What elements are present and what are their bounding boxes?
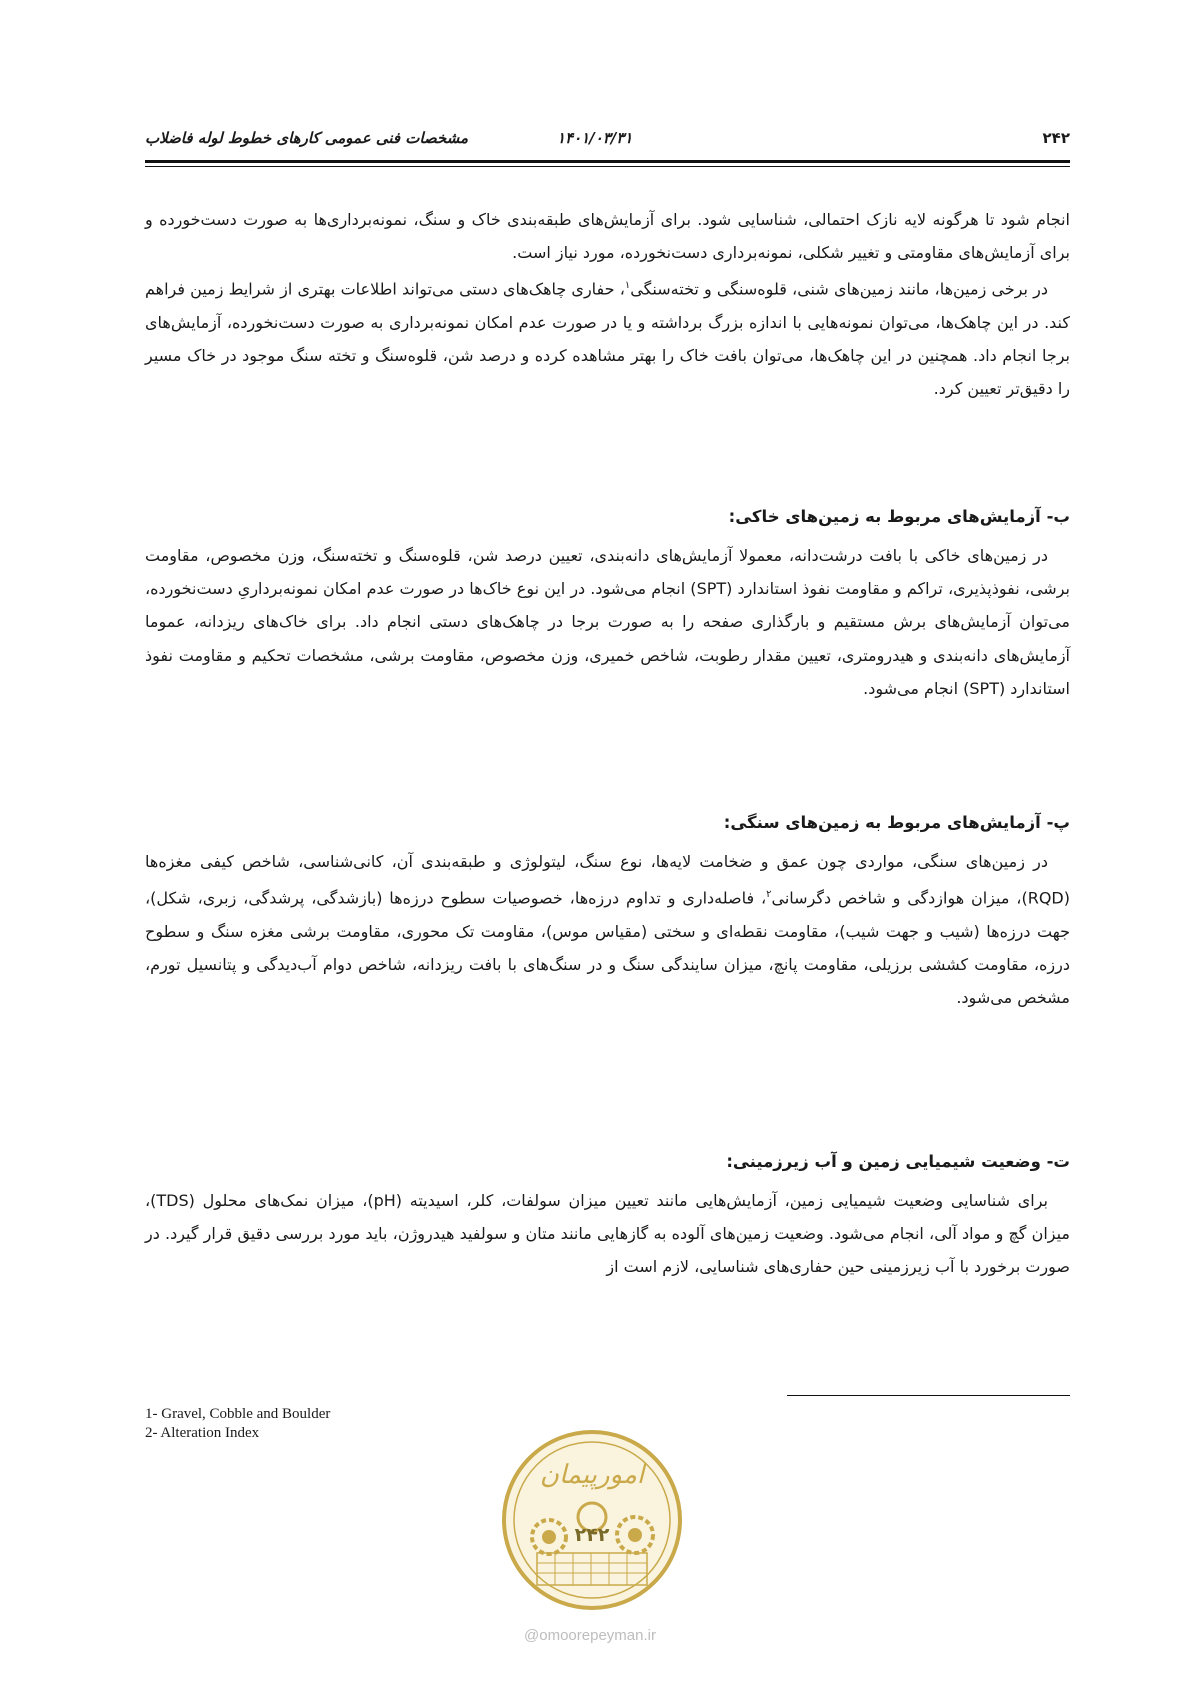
watermark-text: @omoorepeyman.ir bbox=[524, 1627, 656, 1644]
section-p-heading: پ- آزمایش‌های مربوط به زمین‌های سنگی: bbox=[723, 813, 1070, 832]
section-rock-tests bbox=[145, 806, 1070, 1014]
intro-p2-part-b: ، حفاری چاهک‌های دستی می‌تواند اطلاعات بهتری از شرایط زمین فراهم کند. در این چاهک‌ها، می‌توان نمونه‌هایی با اندازه بزرگ برداشته و یا در صورت عدم امکان نمونه‌برداری به صورت دست‌نخورده، آزمایش‌های برجا انجام داد. همچنین در این چاهک‌ها، می‌توان بافت خاک را بهتر مشاهده کرده و درصد شن، قلوه‌سنگ و تخته سنگ موجود در خاک مسیر را دقیق‌تر تعیین کرد. bbox=[145, 279, 1070, 399]
page-header bbox=[145, 125, 1070, 155]
intro-block bbox=[145, 203, 1070, 406]
footnote-ref-1: ۱ bbox=[624, 280, 631, 292]
footnote-separator bbox=[787, 1395, 1070, 1396]
footnote-2: 2- Alteration Index bbox=[145, 1425, 260, 1441]
seal-stamp-icon bbox=[497, 1425, 687, 1615]
section-t-body: برای شناسایی وضعیت شیمیایی زمین، آزمایش‌هایی مانند تعیین میزان سولفات، کلر، اسیدیته (pH)، میزان نمک‌های محلول (TDS)، میزان گچ و مواد آلی، انجام می‌شود. وضعیت زمین‌های آلوده به گازهایی مانند متان و سولفید هیدروژن، باید مورد بررسی دقیق قرار گیرد. در صورت برخورد با آب زیرزمینی حین حفاری‌های شناسایی، لازم است از bbox=[145, 1191, 1070, 1277]
section-b-heading: ب- آزمایش‌های مربوط به زمین‌های خاکی: bbox=[728, 507, 1070, 526]
section-soil-tests bbox=[145, 500, 1070, 705]
header-rule-thin bbox=[145, 166, 1070, 167]
intro-paragraph-2 bbox=[145, 269, 1070, 405]
section-p-part-a: در زمین‌های سنگی، مواردی چون عمق و ضخامت لایه‌ها، نوع سنگ، لیتولوژی و طبقه‌بندی آن، کانی‌شناسی، شاخص کیفی مغزه‌ها (RQD)، میزان هوازدگی و شاخص دگرسانی bbox=[145, 852, 1070, 908]
intro-paragraph-1: انجام شود تا هرگونه لایه نازک احتمالی، شناسایی شود. برای آزمایش‌های طبقه‌بندی خاک و سنگ، نمونه‌برداری‌ها به صورت دست‌خورده و برای آزمایش‌های مقاومتی و تغییر شکلی، نمونه‌برداری دست‌نخورده، مورد نیاز است. bbox=[145, 210, 1070, 263]
svg-text:امورپیمان: امورپیمان bbox=[539, 1460, 645, 1490]
header-rule-thick bbox=[145, 160, 1070, 163]
section-t-heading: ت- وضعیت شیمیایی زمین و آب زیرزمینی: bbox=[726, 1152, 1070, 1171]
footnote-1: 1- Gravel, Cobble and Boulder bbox=[145, 1406, 331, 1422]
intro-p2-part-a: در برخی زمین‌ها، مانند زمین‌های شنی، قلوه‌سنگی و تخته‌سنگی bbox=[630, 279, 1048, 299]
header-date: ۱۴۰۱/۰۳/۳۱ bbox=[557, 129, 633, 147]
section-p-body bbox=[145, 845, 1070, 1014]
section-p-part-b: ، فاصله‌داری و تداوم درزه‌ها، خصوصیات سطوح درزه‌ها (بازشدگی، پرشدگی، زبری، شکل)، جهت درزه‌ها (شیب و جهت شیب)، مقاومت نقطه‌ای و سختی (مقیاس موس)، مقاومت تک محوری، مقاومت برشی مغزه سنگ و سطوح درزه، مقاومت کششی برزیلی، مقاومت پانچ، میزان سایندگی سنگ و در سنگ‌های با بافت ریزدانه، شاخص دوام آب‌دیدگی و پتانسیل تورم، مشخص می‌شود. bbox=[145, 888, 1070, 1008]
stamp-page-number: ۲۴۲ bbox=[574, 1524, 610, 1546]
footnote-ref-2: ۲ bbox=[766, 889, 772, 901]
section-chemistry bbox=[145, 1145, 1070, 1284]
header-page-number: ۲۴۲ bbox=[1042, 129, 1070, 147]
header-title: مشخصات فنی عمومی کارهای خطوط لوله فاضلاب bbox=[145, 129, 469, 147]
section-b-body: در زمین‌های خاکی با بافت درشت‌دانه، معمولا آزمایش‌های دانه‌بندی، تعیین درصد شن، قلوه‌سنگ و تخته‌سنگ، وزن مخصوص، مقاومت برشی، نفوذپذیری، تراکم و مقاومت نفوذ استاندارد (SPT) انجام می‌شود. در این نوع خاک‌ها در صورت عدم امکان نمونه‌برداریِ دست‌نخورده، می‌توان آزمایش‌های برش مستقیم و بارگذاری صفحه را به صورت برجا در چاهک‌های دستی انجام داد. برای خاک‌های ریزدانه، عموما آزمایش‌های دانه‌بندی و هیدرومتری، تعیین مقدار رطوبت، شاخص خمیری، وزن مخصوص، مقاومت برشی، مشخصات تحکیم و مقاومت نفوذ استاندارد (SPT) انجام می‌شود. bbox=[145, 546, 1070, 698]
